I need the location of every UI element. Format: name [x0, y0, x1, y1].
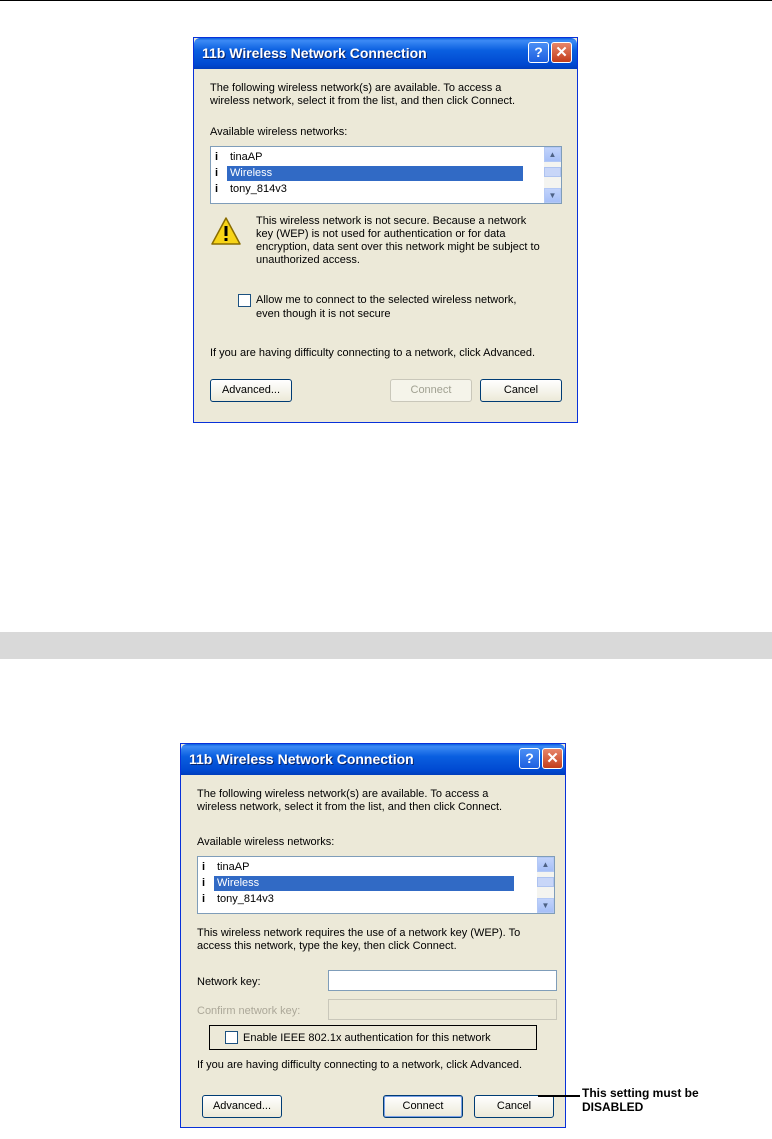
network-item-tony-814v3[interactable]: i tony_814v3 [202, 893, 274, 905]
network-key-input[interactable] [328, 970, 557, 991]
intro-text-line2: wireless network, select it from the list, and then click Connect. [210, 95, 516, 107]
help-button[interactable] [528, 42, 549, 63]
ieee-8021x-checkbox[interactable] [225, 1031, 238, 1044]
confirm-key-label: Confirm network key: [197, 1005, 301, 1017]
advanced-hint-text: If you are having difficulty connecting to a network, click Advanced. [210, 347, 536, 359]
networks-listbox[interactable] [197, 856, 555, 914]
warning-text-line2: key (WEP) is not used for authentication or for data [256, 228, 506, 240]
help-icon: ? [534, 44, 543, 60]
help-icon: ? [525, 750, 534, 766]
warning-text-line3: encryption, data sent over this network might be subject to [256, 241, 540, 253]
network-key-label: Network key: [197, 976, 261, 988]
warning-text-line1: This wireless network is not secure. Because a network [256, 215, 527, 227]
page-top-rule [0, 0, 772, 1]
scroll-up-button[interactable] [537, 857, 554, 872]
network-item-wireless[interactable]: i Wireless [202, 876, 514, 891]
antenna-icon: i [202, 861, 206, 873]
cancel-button[interactable]: Cancel [480, 379, 562, 402]
key-info-line1: This wireless network requires the use of a network key (WEP). To [197, 927, 521, 939]
networks-label: Available wireless networks: [210, 126, 348, 138]
key-info-line2: access this network, type the key, then click Connect. [197, 940, 457, 952]
titlebar[interactable] [181, 744, 565, 775]
advanced-hint-text: If you are having difficulty connecting to a network, click Advanced. [197, 1059, 523, 1071]
callout-line1: This setting must be [582, 1086, 699, 1100]
warning-icon [210, 216, 242, 246]
dialog-unsecured-network [193, 37, 578, 423]
list-scrollbar[interactable] [544, 147, 561, 203]
ieee-8021x-label[interactable]: Enable IEEE 802.1x authentication for this network [243, 1032, 491, 1044]
antenna-icon: i [215, 167, 219, 179]
dialog-wep-network [180, 743, 566, 1128]
scroll-down-button[interactable] [544, 188, 561, 203]
scroll-down-button[interactable] [537, 898, 554, 913]
scroll-up-button[interactable] [544, 147, 561, 162]
networks-label: Available wireless networks: [197, 836, 335, 848]
chevron-down-icon: ▼ [541, 901, 550, 910]
network-item-tony-814v3[interactable]: i tony_814v3 [215, 183, 287, 195]
scroll-thumb[interactable] [537, 877, 554, 887]
advanced-button[interactable]: Advanced... [202, 1095, 282, 1118]
allow-insecure-label-line2: even though it is not secure [256, 308, 391, 320]
advanced-button[interactable]: Advanced... [210, 379, 292, 402]
titlebar[interactable] [194, 38, 577, 69]
close-button[interactable] [551, 42, 572, 63]
close-icon: ✕ [546, 750, 559, 767]
intro-text-line1: The following wireless network(s) are available. To access a [197, 788, 489, 800]
intro-text-line1: The following wireless network(s) are available. To access a [210, 82, 502, 94]
close-icon: ✕ [555, 44, 568, 61]
close-button[interactable] [542, 748, 563, 769]
antenna-icon: i [202, 877, 206, 889]
cancel-button[interactable]: Cancel [474, 1095, 554, 1118]
confirm-key-input[interactable] [328, 999, 557, 1020]
allow-insecure-checkbox[interactable] [238, 294, 251, 307]
connect-button[interactable]: Connect [383, 1095, 463, 1118]
chevron-down-icon: ▼ [548, 191, 557, 200]
dialog-title: 11b Wireless Network Connection [189, 751, 414, 767]
help-button[interactable] [519, 748, 540, 769]
networks-listbox[interactable] [210, 146, 562, 204]
chevron-up-icon: ▲ [541, 860, 550, 869]
list-scrollbar[interactable] [537, 857, 554, 913]
antenna-icon: i [202, 893, 206, 905]
network-item-tinaap[interactable]: i tinaAP [202, 861, 250, 873]
allow-insecure-label-line1[interactable]: Allow me to connect to the selected wireless network, [256, 294, 517, 306]
callout-pointer-line [538, 1095, 580, 1097]
network-item-tinaap[interactable]: i tinaAP [215, 151, 263, 163]
intro-text-line2: wireless network, select it from the list, and then click Connect. [197, 801, 503, 813]
callout-note [582, 1086, 699, 1114]
section-separator-band [0, 632, 772, 659]
antenna-icon: i [215, 151, 219, 163]
chevron-up-icon: ▲ [548, 150, 557, 159]
network-item-wireless[interactable]: i Wireless [215, 166, 523, 181]
warning-text-line4: unauthorized access. [256, 254, 360, 266]
antenna-icon: i [215, 183, 219, 195]
dialog-title: 11b Wireless Network Connection [202, 45, 427, 61]
scroll-thumb[interactable] [544, 167, 561, 177]
connect-button[interactable]: Connect [390, 379, 472, 402]
callout-line2: DISABLED [582, 1100, 644, 1114]
